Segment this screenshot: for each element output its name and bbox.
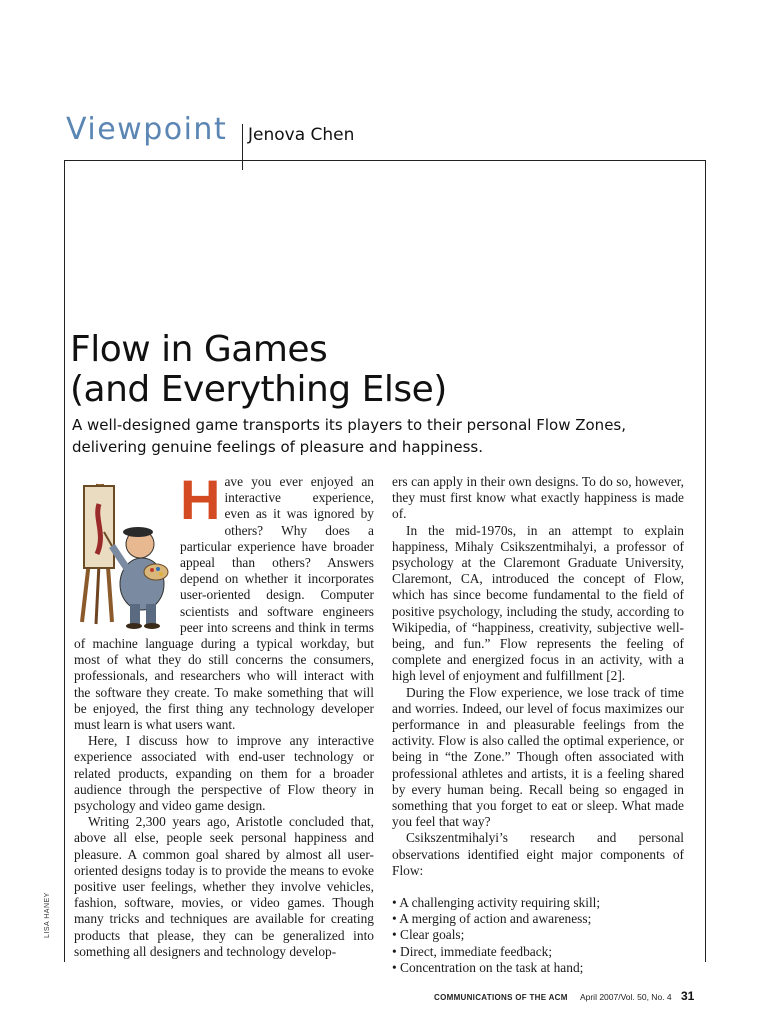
list-item: • Clear goals; (392, 927, 465, 943)
article-subtitle: A well-designed game transports its players to their personal Flow Zones, delivering genuine feelings of pleasure and happiness. (72, 416, 627, 456)
paragraph: In the mid-1970s, in an attempt to explain happiness, Mihaly Csikszentmihalyi, a professor of psychology at the Claremont Graduate University, Claremont, CA, introduced the concept of Flow, which has since become fundamental to the field of positive psychology, including the study, according to Wikipedia, of “happiness, creativity, subjective well-being, and fun.” Flow represents the feeling of complete and energized focus in an activity, with a high level of enjoyment and fulfillment [2]. (392, 522, 684, 684)
paragraph: ave you ever enjoyed an interactive experience, even as it was ignored by others? Why does a particular experience have broader appeal than others? Answers depend on whether it incorporates user-oriented design. Computer scientists and software engineers peer into screens and think in terms of machine language during a typical workday, but most of what they do still concerns the consumers, professionals, and researchers who will interact with the software they create. To make something that will be enjoyed, the first thing any technology developer must learn is what users want. (74, 474, 374, 733)
list-item: • Concentration on the task at hand; (392, 959, 584, 975)
text-column-2 (392, 474, 684, 976)
author-name: Jenova Chen (248, 125, 355, 145)
title-line-1: Flow in Games (70, 329, 328, 370)
article-title (70, 330, 447, 410)
journal-name: COMMUNICATIONS OF THE ACM (434, 993, 568, 1002)
flow-components-list (392, 895, 684, 976)
list-item: • A merging of action and awareness; (392, 911, 592, 927)
page-number: 31 (681, 989, 695, 1003)
illustration-credit: LISA HANEY (44, 892, 51, 938)
paragraph: Here, I discuss how to improve any interactive experience associated with end-user technology or related products, expanding on them for a broader audience through the perspective of Flow theory in psychology and video game design. (74, 733, 374, 814)
paragraph: During the Flow experience, we lose track of time and worries. Indeed, our level of focus maximizes our performance in and pleasurable feelings from the activity. Flow is also called the optimal experience, or being in “the Zone.” Though often associated with professional athletes and artists, it is a feeling shared by every human being. Recall being so engaged in something that you forget to eat or sleep. What made you feel that way? (392, 684, 684, 830)
issue-info: April 2007/Vol. 50, No. 4 (579, 992, 672, 1002)
painter-illustration (72, 474, 176, 630)
drop-cap: H (180, 468, 221, 531)
list-item: • A challenging activity requiring skill; (392, 895, 601, 911)
paragraph: Csikszentmihalyi’s research and personal observations identified eight major components of Flow: (392, 830, 684, 878)
page-footer (434, 992, 672, 1002)
paragraph: ers can apply in their own designs. To do so, however, they must first know what exactly happiness is made of. (392, 474, 684, 522)
text-column-1 (74, 468, 374, 960)
paragraph: Writing 2,300 years ago, Aristotle concluded that, above all else, people seek personal happiness and pleasure. A common goal shared by almost all user-oriented designs today is to provide the means to evoke positive user feelings, whether they involve vehicles, fashion, software, movies, or video games. Though many tricks and techniques are available for creating products that please, they can be generalized into something all designers and technology develop- (74, 814, 374, 959)
section-label: Viewpoint (66, 112, 228, 147)
spacer (392, 879, 684, 895)
list-item: • Direct, immediate feedback; (392, 943, 553, 959)
title-line-2: (and Everything Else) (70, 369, 447, 410)
